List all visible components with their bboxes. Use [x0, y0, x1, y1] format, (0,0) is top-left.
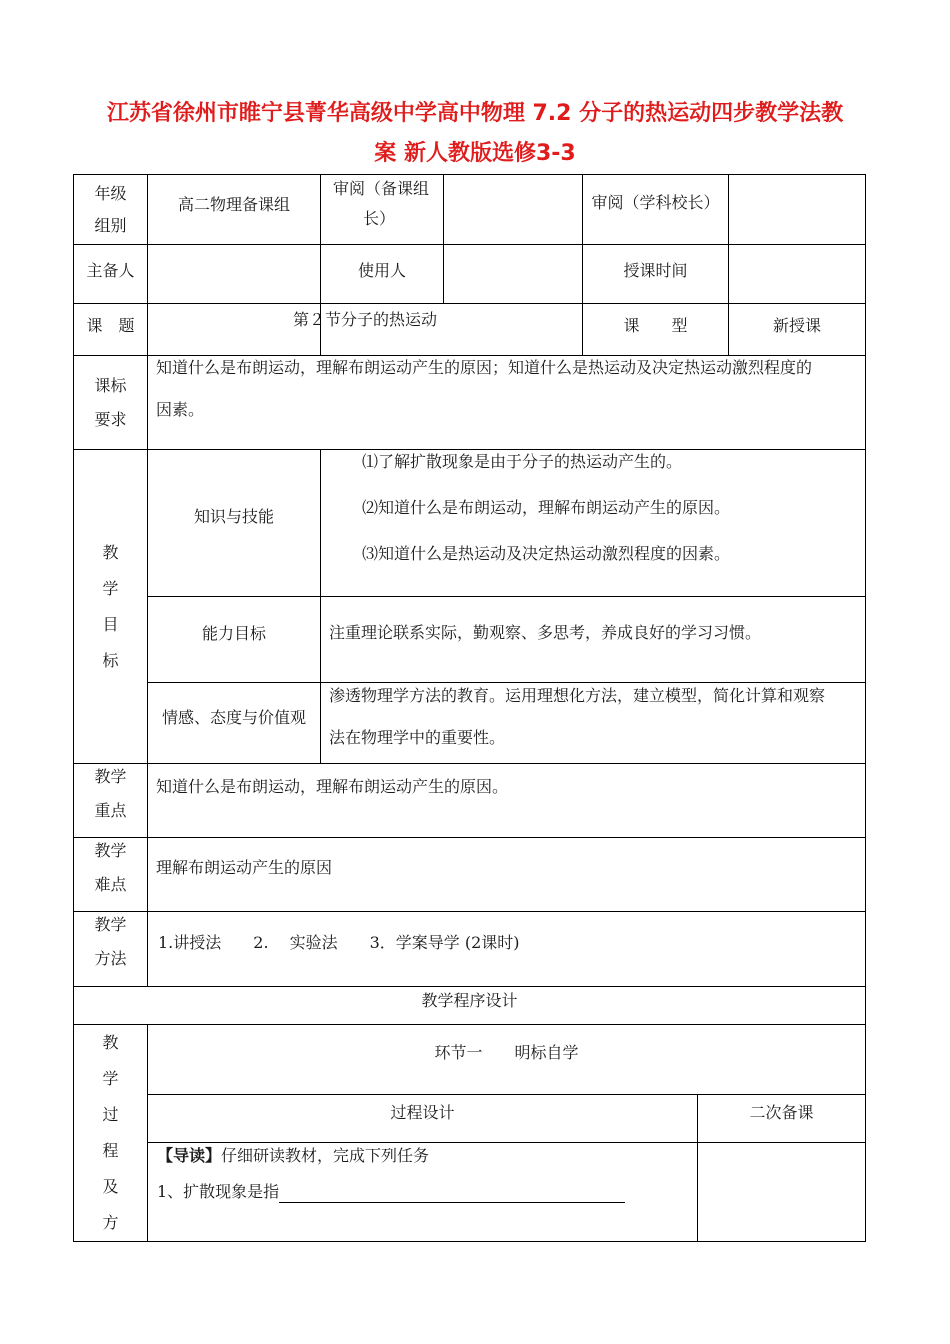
- program-design-title: 教学程序设计: [421, 991, 518, 1010]
- emotion-attitude-text: 渗透物理学方法的教育。运用理想化方法，建立模型，简化计算和观察 法在物理学中的重要性。: [329, 686, 826, 747]
- topic-value: 第２节分子的热运动: [292, 310, 437, 329]
- lesson-type-label: 课 型: [623, 316, 688, 335]
- ability-text: 注重理论联系实际，勤观察、多思考，养成良好的学习习惯。: [329, 623, 762, 642]
- method-text: 1.讲授法 2. 实验法 3．学案导学 (2课时): [158, 933, 520, 952]
- objectives-label: 教 学 目 标: [102, 542, 119, 670]
- question-1-text: 1、扩散现象是指: [157, 1182, 280, 1201]
- answer-blank[interactable]: [279, 1186, 625, 1203]
- topic-label: 课 题: [86, 316, 135, 335]
- lesson-time-label: 授课时间: [623, 261, 688, 280]
- knowledge-skills-label: 知识与技能: [193, 506, 274, 526]
- key-point-label: 教学 重点: [94, 767, 127, 820]
- knowledge-skills-list: [362, 451, 862, 591]
- title-line-1: 江苏省徐州市睢宁县菁华高级中学高中物理 7.2 分子的热运动四步教学法教: [106, 101, 844, 126]
- reviewer-principal-label: 审阅（学科校长）: [591, 193, 720, 212]
- key-point-text: 知道什么是布朗运动，理解布朗运动产生的原因。: [156, 777, 509, 796]
- process-design-header: 过程设计: [390, 1103, 455, 1122]
- document-title: [0, 94, 950, 174]
- difficulty-label: 教学 难点: [94, 841, 127, 894]
- second-prep-header: 二次备课: [749, 1103, 814, 1122]
- user-label: 使用人: [357, 261, 406, 280]
- guide-reading-block: 【导读】仔细研读教材，完成下列任务 1、扩散现象是指: [157, 1145, 695, 1235]
- stage-title: 环节一 明标自学: [434, 1043, 579, 1062]
- list-item: ⑵知道什么是布朗运动，理解布朗运动产生的原因。: [362, 498, 731, 517]
- title-line-2: 案 新人教版选修3-3: [374, 141, 576, 166]
- reviewer-group-leader-label: 审阅（备课组 长）: [333, 179, 430, 228]
- list-item: ⑶知道什么是热运动及决定热运动激烈程度的因素。: [362, 544, 731, 563]
- standard-text: 知道什么是布朗运动，理解布朗运动产生的原因；知道什么是热运动及决定热运动激烈程度的 因素。: [156, 358, 813, 419]
- ability-label: 能力目标: [201, 624, 266, 643]
- preparer-label: 主备人: [86, 261, 135, 280]
- emotion-attitude-label: 情感、态度与价值观: [161, 708, 306, 727]
- standard-label: 课标 要求: [94, 375, 127, 429]
- grade-group-value: 高二物理备课组: [177, 195, 290, 214]
- grade-group-label: 年级 组别: [94, 183, 127, 235]
- lesson-type-value: 新授课: [772, 316, 821, 335]
- method-label: 教学 方法: [94, 915, 127, 968]
- list-item: ⑴了解扩散现象是由于分子的热运动产生的。: [362, 452, 683, 471]
- difficulty-text: 理解布朗运动产生的原因: [156, 858, 333, 877]
- process-label: 教 学 过 程 及 方: [102, 1033, 119, 1232]
